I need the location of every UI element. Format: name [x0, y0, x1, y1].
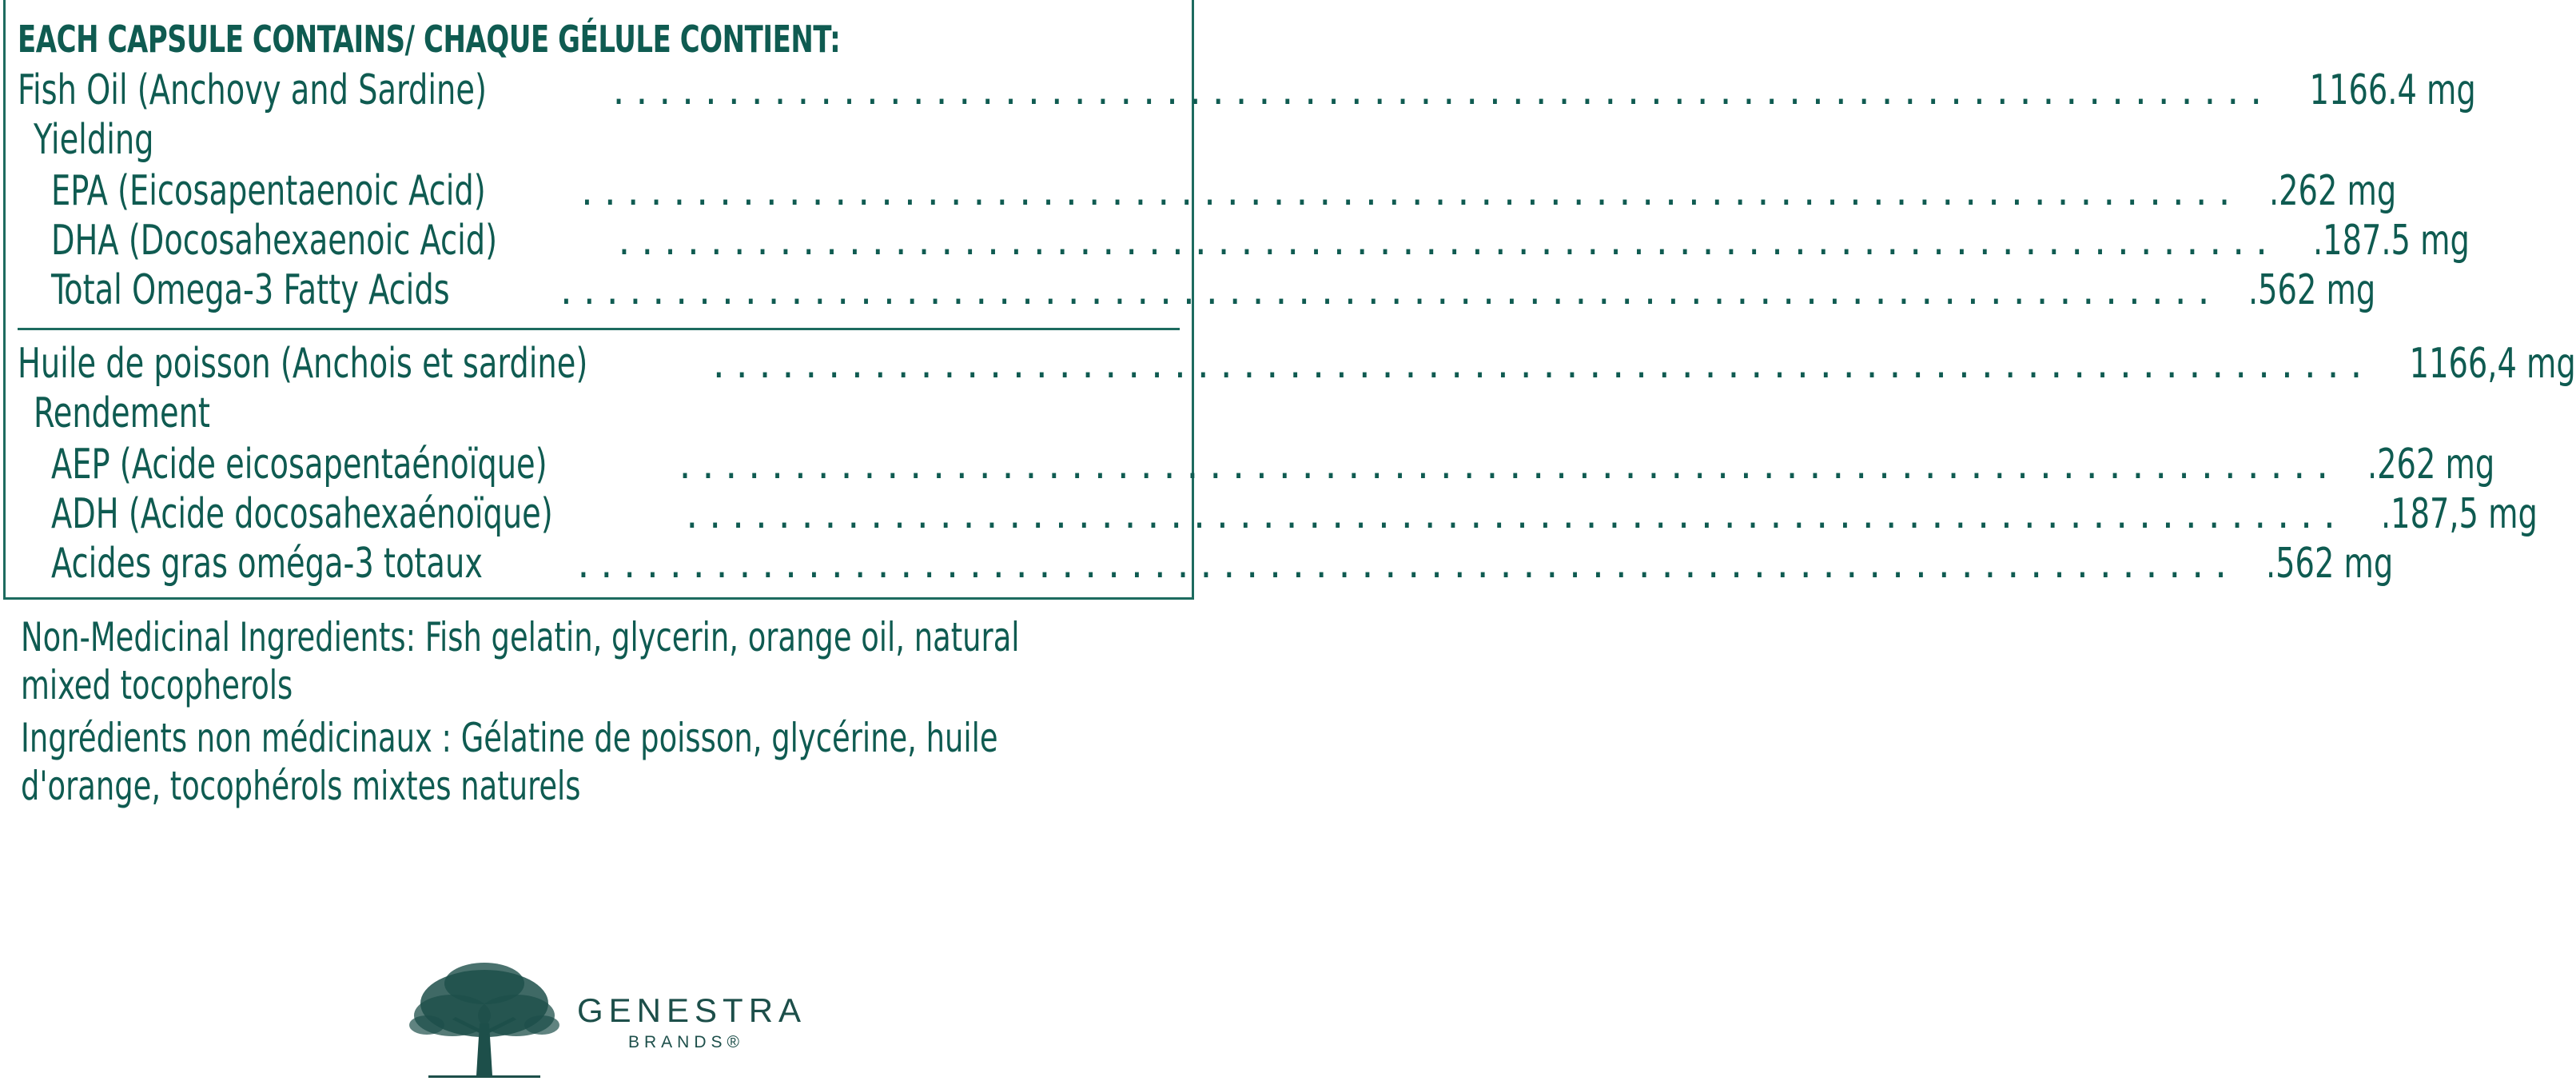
leader-dots: ........................................................................	[595, 217, 2279, 265]
leader-dots: ........................................................................	[581, 167, 2242, 215]
leader-dots: ........................................................................	[577, 540, 2238, 588]
leader-dots: ........................................................................	[712, 340, 2374, 388]
ingredient-name: Huile de poisson (Anchois et sardine)	[18, 340, 588, 388]
leader-dots: ........................................................................	[537, 266, 2221, 314]
ingredient-row-epa	[51, 166, 2397, 216]
ingredient-row-epa-fr	[51, 440, 2495, 489]
brand-name: GENESTRA	[577, 991, 807, 1029]
non-medicinal-fr-line-1: Ingrédients non médicinaux : Gélatine de poisson, glycérine, huile	[21, 715, 998, 761]
yielding-label: Yielding	[34, 116, 154, 164]
leader-dots: ........................................................................	[663, 490, 2347, 538]
ingredient-row-dha	[51, 216, 2470, 265]
ingredient-name: Total Omega-3 Fatty Acids	[51, 266, 450, 314]
ingredient-name: DHA (Docosahexaenoic Acid)	[51, 217, 498, 265]
ingredient-amount: 1166.4 mg	[2309, 66, 2476, 114]
language-divider	[18, 328, 1180, 330]
yielding-label: Rendement	[34, 389, 210, 437]
non-medicinal-en-line-1: Non-Medicinal Ingredients: Fish gelatin, glycerin, orange oil, natural	[21, 614, 1020, 660]
ingredient-amount: .187,5 mg	[2380, 490, 2538, 538]
ingredient-amount: .262 mg	[2269, 167, 2397, 215]
ingredient-amount: .562 mg	[2265, 540, 2394, 588]
ingredient-row-fish-oil-fr	[18, 339, 2576, 389]
ingredient-name: Acides gras oméga-3 totaux	[51, 540, 483, 588]
ingredient-name: ADH (Acide docosahexaénoïque)	[51, 490, 553, 538]
brand-subtitle: BRANDS®	[628, 1033, 744, 1051]
non-medicinal-en-line-2: mixed tocopherols	[21, 662, 293, 708]
ingredient-amount: .562 mg	[2248, 266, 2376, 314]
ingredient-row-dha-fr	[51, 489, 2538, 539]
non-medicinal-fr-line-2: d'orange, tocophérols mixtes naturels	[21, 763, 581, 809]
ingredient-amount: 1166,4 mg	[2410, 340, 2576, 388]
ingredient-amount: .187.5 mg	[2312, 217, 2470, 265]
leader-dots: ........................................................................	[589, 66, 2274, 114]
ingredient-row-omega	[51, 265, 2376, 315]
ingredient-name: AEP (Acide eicosapentaénoïque)	[51, 441, 547, 489]
yielding-label-row	[34, 115, 1175, 165]
ingredient-name: EPA (Eicosapentaenoic Acid)	[51, 167, 486, 215]
ingredient-row-omega-fr	[51, 539, 2394, 588]
ingredient-name: Fish Oil (Anchovy and Sardine)	[18, 66, 487, 114]
ingredient-row-fish-oil	[18, 66, 2476, 115]
yielding-label-row-fr	[34, 389, 1175, 438]
leader-dots: ........................................................................	[655, 441, 2340, 489]
panel-heading: EACH CAPSULE CONTAINS/ CHAQUE GÉLULE CONTIENT:	[18, 18, 841, 61]
ingredient-amount: .262 mg	[2367, 441, 2495, 489]
